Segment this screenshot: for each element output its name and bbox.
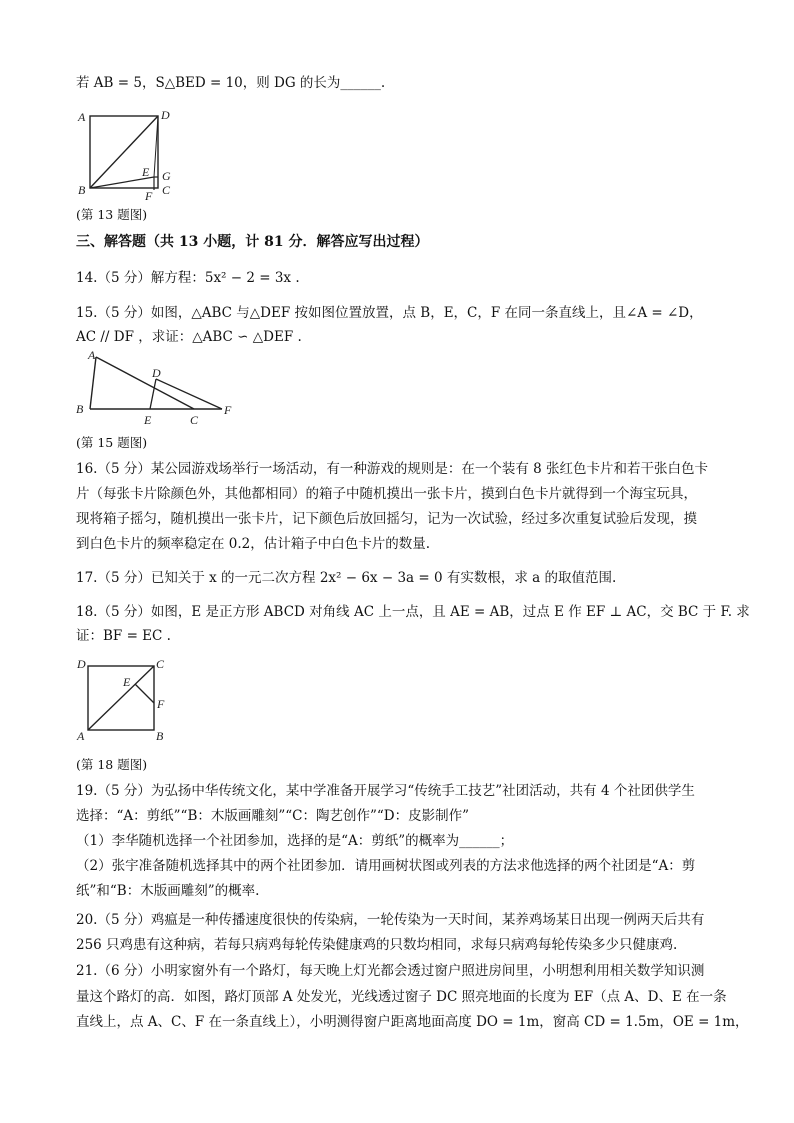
- q13-label-B: B: [78, 183, 86, 197]
- q16-line-4: 到白色卡片的频率稳定在 0.2，估计箱子中白色卡片的数量.: [76, 536, 431, 552]
- q18-label-F: F: [157, 697, 165, 711]
- q18-label-D: D: [77, 657, 86, 671]
- q18-line-2: 证：BF = EC .: [76, 628, 171, 644]
- q13-text: 若 AB = 5，S△BED = 10，则 DG 的长为______.: [76, 75, 386, 91]
- q15-label-B: B: [76, 402, 84, 416]
- q13-caption: (第 13 题图): [76, 207, 148, 222]
- q18-label-C: C: [156, 657, 165, 671]
- q20-line-1: 20.（5 分）鸡瘟是一种传播速度很快的传染病，一轮传染为一天时间，某养鸡场某日出现一例两天后共有: [76, 912, 705, 928]
- q15-label-F: F: [224, 403, 232, 417]
- q18-label-A: A: [77, 729, 85, 743]
- q15-line-1: 15.（5 分）如图，△ABC 与△DEF 按如图位置放置，点 B，E，C，F 在同一条直线上，且∠A = ∠D，: [76, 305, 703, 321]
- q18-label-E: E: [123, 675, 131, 689]
- q13-figure: [74, 106, 184, 202]
- q15-label-E: E: [144, 413, 152, 427]
- q18-caption: (第 18 题图): [76, 757, 148, 772]
- q19-line-5: 纸”和“B：木版画雕刻”的概率.: [76, 883, 260, 899]
- q15-label-A: A: [88, 348, 96, 362]
- q15-figure: [74, 347, 244, 427]
- q14-text: 14.（5 分）解方程：5x² − 2 = 3x .: [76, 270, 300, 286]
- q13-label-D: D: [161, 108, 170, 122]
- q13-label-E: E: [142, 165, 150, 179]
- q16-line-1: 16.（5 分）某公园游戏场举行一场活动，有一种游戏的规则是：在一个装有 8 张红色卡片和若干张白色卡: [76, 461, 709, 477]
- q19-line-1: 19.（5 分）为弘扬中华传统文化，某中学准备开展学习“传统手工技艺”社团活动，共有 4 个社团供学生: [76, 783, 695, 799]
- q13-label-F: F: [145, 189, 153, 202]
- q13-label-A: A: [78, 110, 86, 124]
- q19-line-4: （2）张宇准备随机选择其中的两个社团参加．请用画树状图或列表的方法求他选择的两个社团是“A：剪: [76, 858, 696, 874]
- q18-line-1: 18.（5 分）如图，E 是正方形 ABCD 对角线 AC 上一点，且 AE = AB，过点 E 作 EF ⊥ AC，交 BC 于 F. 求: [76, 604, 750, 620]
- q17-text: 17.（5 分）已知关于 x 的一元二次方程 2x² − 6x − 3a = 0 有实数根，求 a 的取值范围.: [76, 570, 617, 586]
- q21-line-2: 量这个路灯的高．如图，路灯顶部 A 处发光，光线透过窗子 DC 照亮地面的长度为 EF（点 A、D、E 在一条: [76, 989, 727, 1005]
- q20-line-2: 256 只鸡患有这种病，若每只病鸡每轮传染健康鸡的只数均相同，求每只病鸡每轮传染多少只健康鸡.: [76, 937, 678, 953]
- q21-line-1: 21.（6 分）小明家窗外有一个路灯，每天晚上灯光都会透过窗户照进房间里，小明想利用相关数学知识测: [76, 963, 705, 979]
- q15-label-D: D: [152, 366, 161, 380]
- q16-line-2: 片（每张卡片除颜色外，其他都相同）的箱子中随机摸出一张卡片，摸到白色卡片就得到一个海宝玩具，: [76, 486, 697, 502]
- q15-caption: (第 15 题图): [76, 435, 148, 450]
- q19-line-2: 选择：“A：剪纸”“B：木版画雕刻”“C：陶艺创作”“D：皮影制作”: [76, 808, 470, 824]
- q18-label-B: B: [156, 729, 164, 743]
- q15-line-2: AC // DF ，求证：△ABC ∽ △DEF .: [76, 329, 302, 345]
- q19-line-3: （1）李华随机选择一个社团参加，选择的是“A：剪纸”的概率为______；: [76, 833, 514, 849]
- q13-label-C: C: [162, 183, 171, 197]
- q15-label-C: C: [190, 413, 199, 427]
- q13-label-G: G: [162, 169, 171, 183]
- section3-heading: 三、解答题（共 13 小题，计 81 分．解答应写出过程）: [76, 234, 429, 250]
- q21-line-3: 直线上，点 A、C、F 在一条直线上），小明测得窗户距离地面高度 DO = 1m，窗高 CD = 1.5m，OE = 1m，: [76, 1014, 749, 1030]
- q18-figure: [74, 654, 174, 746]
- q16-line-3: 现将箱子摇匀，随机摸出一张卡片，记下颜色后放回摇匀，记为一次试验，经过多次重复试验后发现，摸: [76, 511, 697, 527]
